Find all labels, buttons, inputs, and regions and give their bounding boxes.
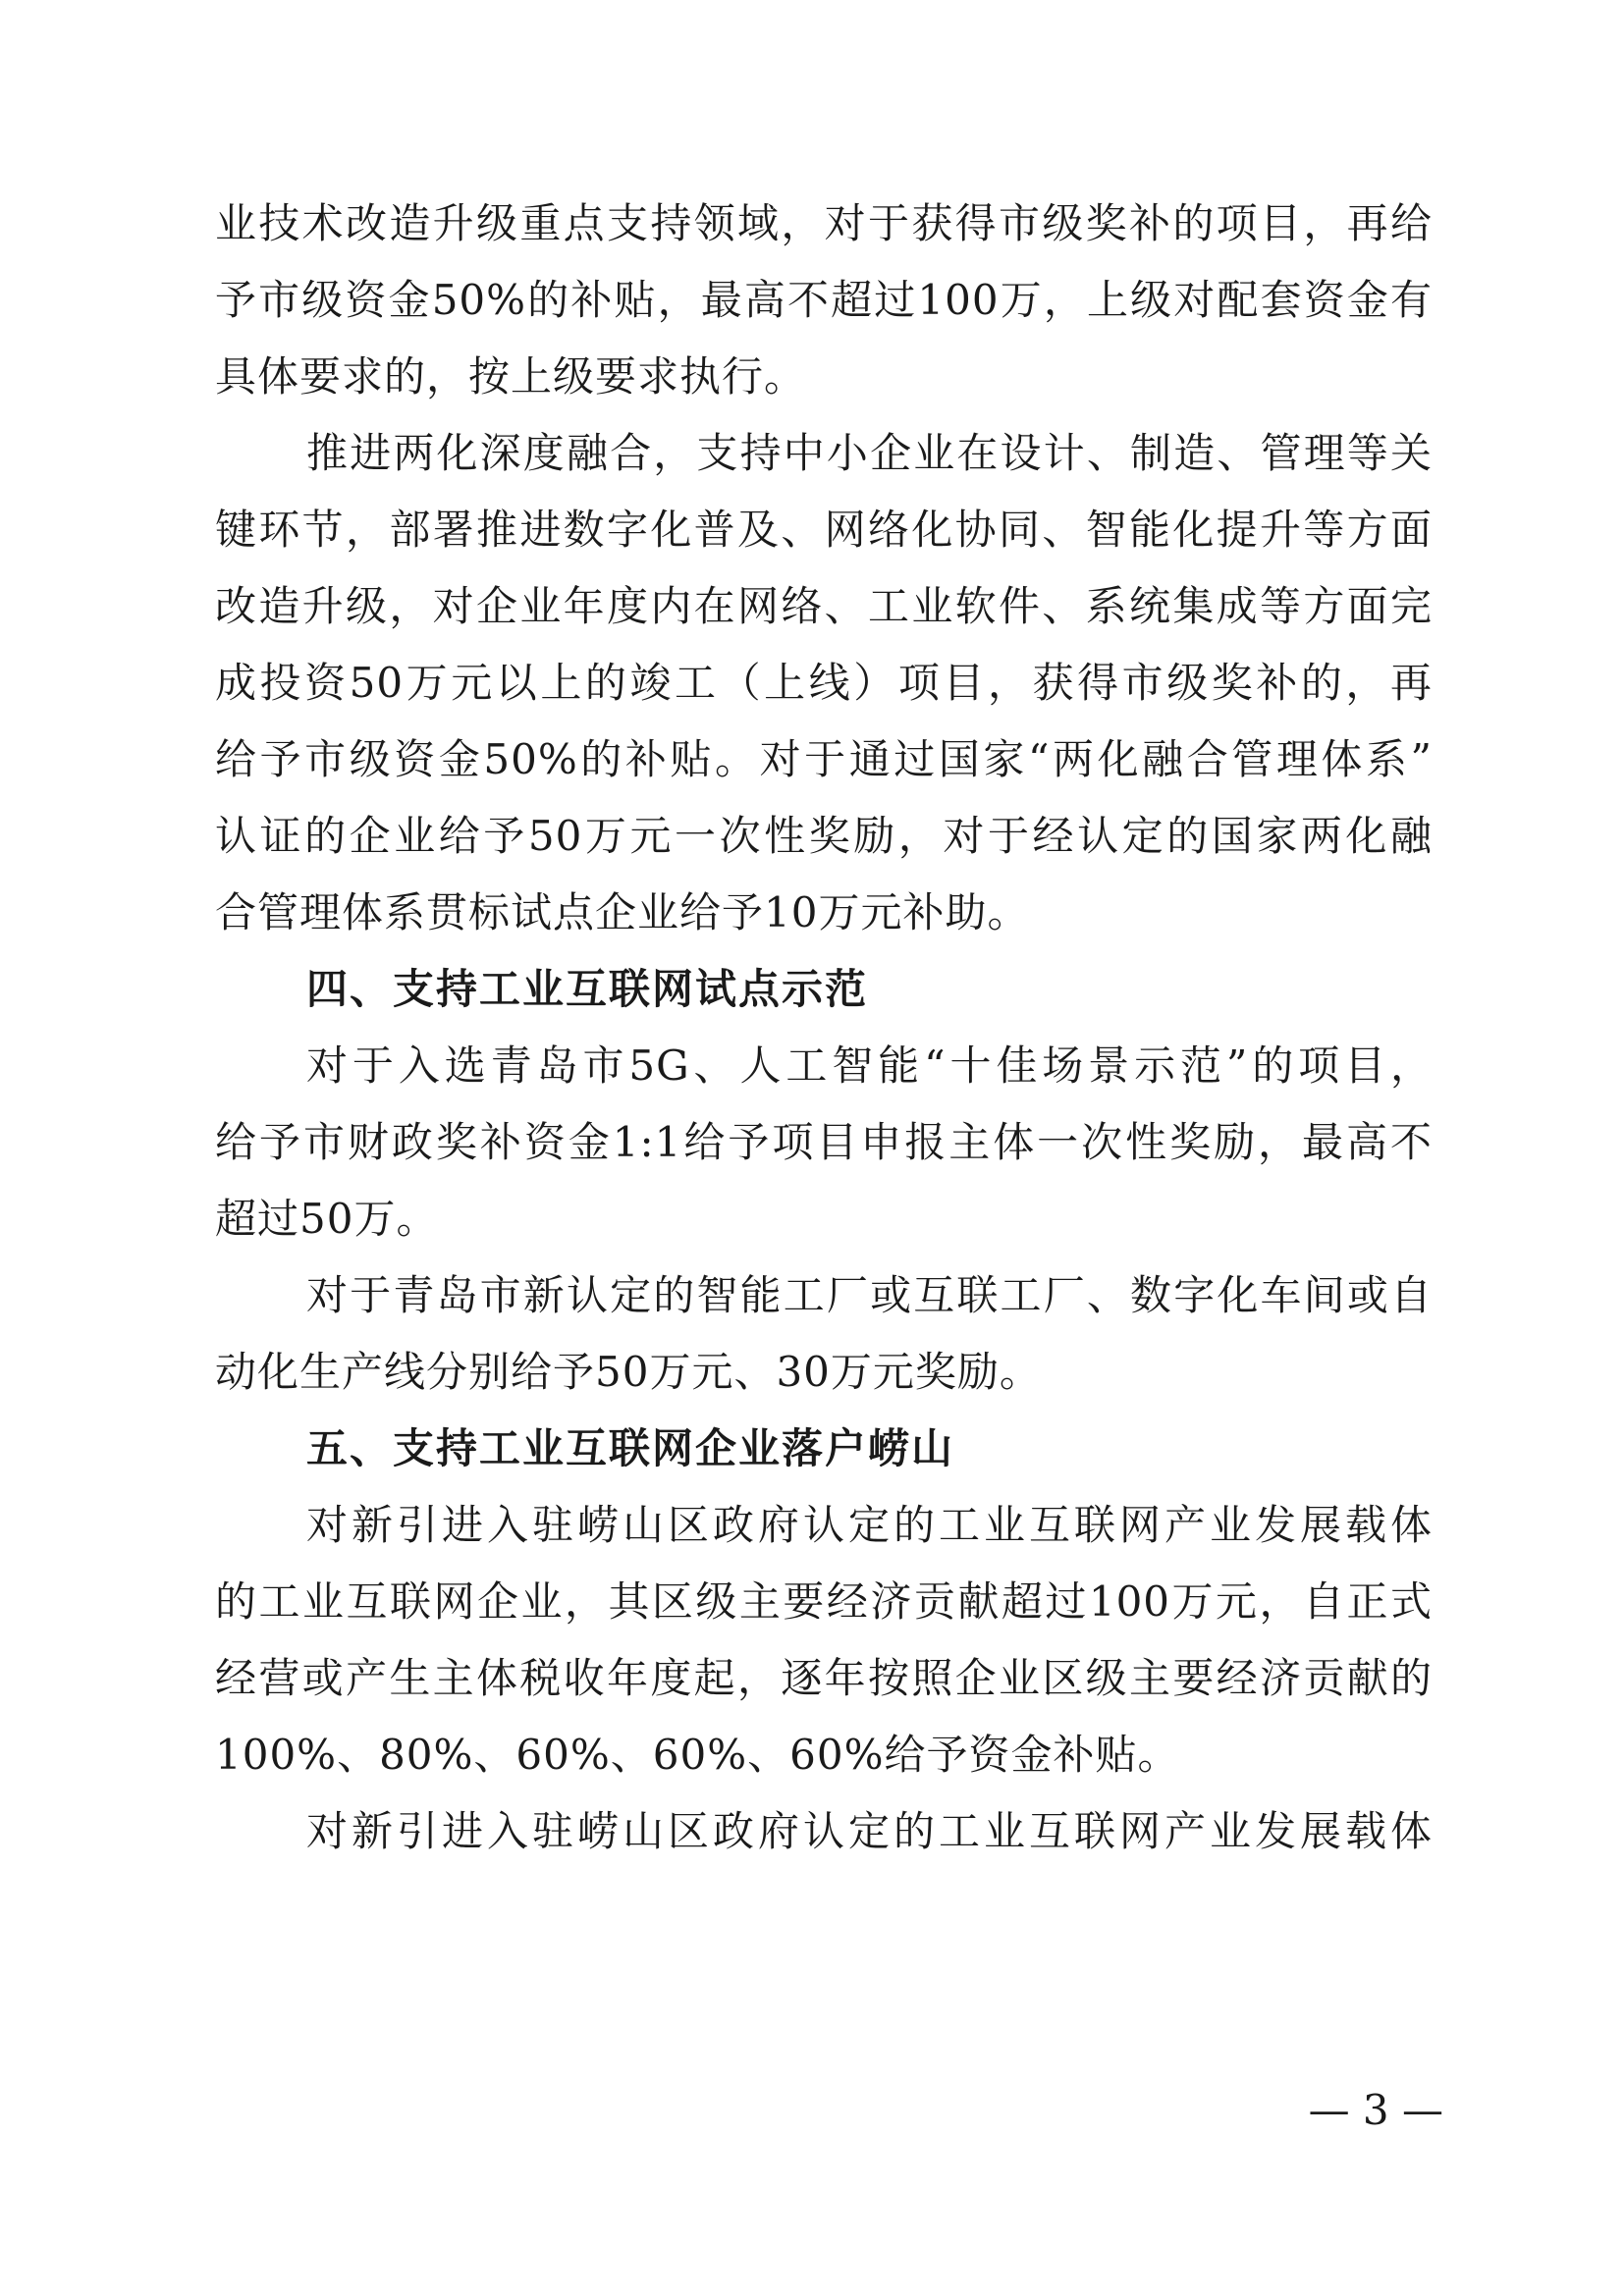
body-text-line: 动化生产线分别给予50万元、30万元奖励。 <box>215 1348 1042 1396</box>
body-text-line: 的工业互联网企业，其区级主要经济贡献超过100万元，自正式 <box>215 1577 1433 1626</box>
body-text-line: 改造升级，对企业年度内在网络、工业软件、系统集成等方面完 <box>215 582 1433 630</box>
body-text-line: 合管理体系贯标试点企业给予10万元补助。 <box>215 888 1030 936</box>
body-text-line: 对新引进入驻崂山区政府认定的工业互联网产业发展载体 <box>306 1501 1433 1549</box>
body-text-line: 具体要求的，按上级要求执行。 <box>215 352 807 400</box>
body-text-line: 超过50万。 <box>215 1195 439 1243</box>
body-text-line: 成投资50万元以上的竣工（上线）项目，获得市级奖补的，再 <box>215 659 1433 707</box>
section-heading: 五、支持工业互联网企业落户崂山 <box>306 1424 955 1472</box>
body-text-line: 对于入选青岛市5G、人工智能“十佳场景示范”的项目， <box>306 1041 1433 1090</box>
body-text-line: 予市级资金50%的补贴，最高不超过100万，上级对配套资金有 <box>215 276 1433 324</box>
body-text-line: 键环节，部署推进数字化普及、网络化协同、智能化提升等方面 <box>215 506 1433 554</box>
body-text-line: 业技术改造升级重点支持领域，对于获得市级奖补的项目，再给 <box>215 199 1433 247</box>
body-text-line: 100%、80%、60%、60%、60%给予资金补贴。 <box>215 1731 1180 1779</box>
body-text-line: 对于青岛市新认定的智能工厂或互联工厂、数字化车间或自 <box>306 1271 1433 1319</box>
body-text-line: 认证的企业给予50万元一次性奖励，对于经认定的国家两化融 <box>215 812 1433 860</box>
body-text-line: 推进两化深度融合，支持中小企业在设计、制造、管理等关 <box>306 429 1433 477</box>
section-heading: 四、支持工业互联网试点示范 <box>306 965 869 1013</box>
body-text-line: 给予市财政奖补资金1:1给予项目申报主体一次性奖励，最高不 <box>215 1118 1433 1166</box>
body-text-line: 给予市级资金50%的补贴。对于通过国家“两化融合管理体系” <box>215 735 1433 783</box>
page-number: — 3 — <box>1308 2086 1443 2134</box>
body-text-line: 经营或产生主体税收年度起，逐年按照企业区级主要经济贡献的 <box>215 1654 1433 1702</box>
body-text-line: 对新引进入驻崂山区政府认定的工业互联网产业发展载体 <box>306 1807 1433 1855</box>
